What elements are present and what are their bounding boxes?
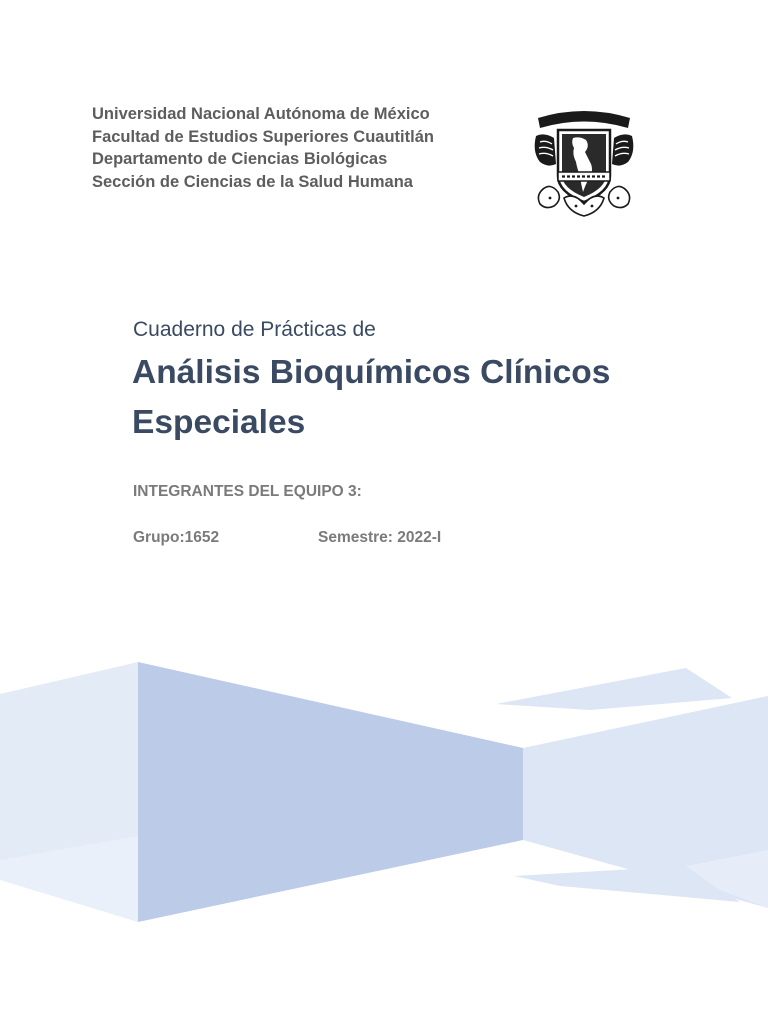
- decorative-banner: [0, 640, 768, 940]
- group-label: Grupo:1652: [133, 529, 220, 546]
- team-label: INTEGRANTES DEL EQUIPO 3:: [133, 483, 362, 500]
- cover-title-line-2: Especiales: [132, 404, 306, 441]
- faculty-name: Facultad de Estudios Superiores Cuautitlán: [92, 127, 434, 146]
- unam-seal-icon: [528, 106, 640, 220]
- section-name: Sección de Ciencias de la Salud Humana: [92, 172, 413, 191]
- semester-label: Semestre: 2022-I: [318, 529, 442, 546]
- cover-title-line-1: Análisis Bioquímicos Clínicos: [132, 354, 611, 391]
- cover-subtitle: Cuaderno de Prácticas de: [133, 318, 376, 341]
- department-name: Departamento de Ciencias Biológicas: [92, 150, 388, 168]
- cover-title: [132, 348, 732, 448]
- decor-panel-main: [138, 662, 523, 922]
- university-name: Universidad Nacional Autónoma de México: [92, 105, 430, 123]
- decor-streak-top: [496, 668, 732, 710]
- institution-header: [92, 103, 434, 193]
